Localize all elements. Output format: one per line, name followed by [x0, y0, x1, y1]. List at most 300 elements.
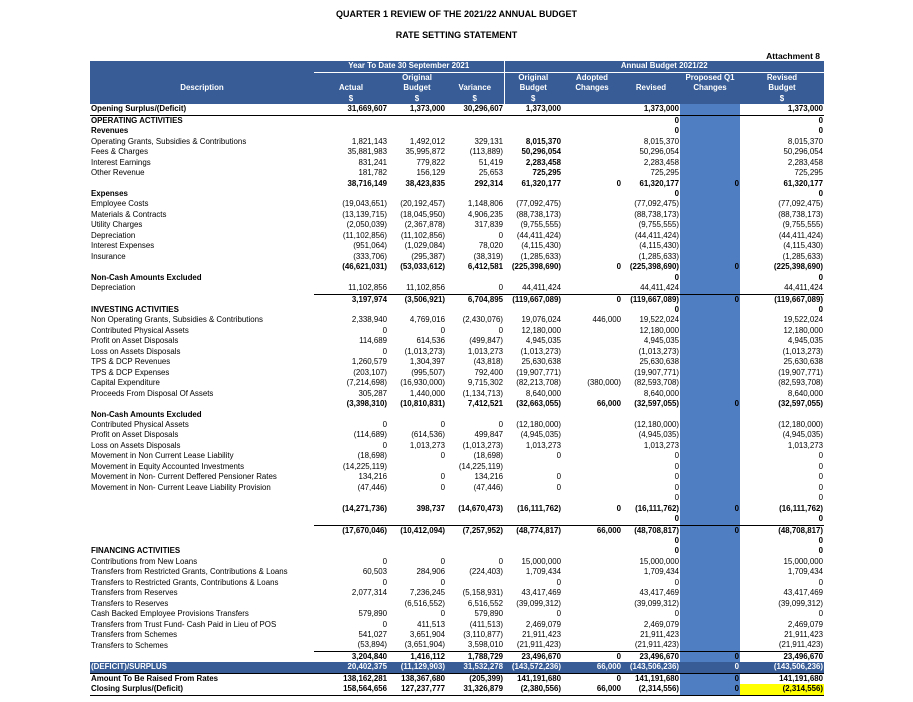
value-cell: 0 — [556, 472, 561, 482]
value-cell: (32,597,055) — [634, 399, 679, 409]
value-cell — [388, 273, 446, 283]
value-cell: 0 — [440, 577, 445, 587]
value-cell: 61,320,177 — [639, 178, 679, 188]
value-cell: (47,446) — [357, 482, 387, 492]
value-cell: 0 — [674, 126, 679, 136]
value-cell: 0 — [616, 262, 621, 272]
table-row — [90, 262, 824, 272]
value-cell: 0 — [818, 493, 823, 503]
value-cell: 292,314 — [474, 178, 503, 188]
table-row — [90, 684, 824, 695]
row-description: Materials & Contracts — [91, 209, 167, 219]
value-cell: 317,839 — [474, 220, 503, 230]
value-cell — [562, 168, 622, 178]
value-cell: (3,398,310) — [346, 399, 387, 409]
attachment-label: Attachment 8 — [766, 51, 820, 61]
value-cell: (14,225,119) — [342, 461, 387, 471]
value-cell: (77,092,475) — [516, 199, 561, 209]
col-header: Budget — [504, 83, 562, 94]
value-cell: 541,027 — [358, 630, 387, 640]
value-cell: (82,593,708) — [634, 378, 679, 388]
value-cell — [446, 410, 504, 420]
unit-header — [680, 94, 740, 105]
value-cell: 50,296,054 — [521, 147, 561, 157]
value-cell: 0 — [818, 535, 823, 545]
value-cell: (11,129,903) — [388, 662, 446, 673]
value-cell: 0 — [498, 283, 503, 293]
value-cell — [562, 199, 622, 209]
annual-group-header: Annual Budget 2021/22 — [504, 61, 824, 72]
value-cell: 2,469,079 — [525, 619, 561, 629]
value-cell: (82,593,708) — [778, 378, 823, 388]
value-cell — [388, 536, 446, 546]
value-cell: 38,423,835 — [405, 178, 445, 188]
value-cell: 725,295 — [650, 168, 679, 178]
row-description — [90, 536, 314, 546]
table-row — [90, 504, 824, 514]
value-cell: 0 — [818, 189, 823, 198]
value-cell — [446, 536, 504, 546]
table-row — [90, 273, 824, 283]
value-cell — [680, 368, 740, 378]
value-cell — [504, 514, 562, 525]
table-row — [90, 294, 824, 305]
value-cell: (13,139,715) — [342, 209, 387, 219]
report-title: QUARTER 1 REVIEW OF THE 2021/22 ANNUAL BUDGET — [335, 9, 578, 19]
row-description: Revenues — [91, 126, 129, 136]
value-cell: 779,822 — [416, 157, 445, 167]
value-cell: (19,907,771) — [634, 367, 679, 377]
row-description: Expenses — [91, 189, 128, 198]
value-cell: 0 — [674, 461, 679, 471]
value-cell: 25,630,638 — [783, 357, 823, 367]
value-cell: (88,738,173) — [778, 209, 823, 219]
table-row — [90, 252, 824, 262]
value-cell — [314, 273, 388, 283]
value-cell — [388, 189, 446, 199]
value-cell — [680, 588, 740, 598]
value-cell: 2,283,458 — [643, 157, 679, 167]
col-header: Changes — [680, 83, 740, 94]
value-cell: 0 — [556, 451, 561, 461]
row-description — [90, 294, 314, 305]
value-cell: 1,013,273 — [643, 440, 679, 450]
value-cell — [562, 104, 622, 115]
table-row — [90, 410, 824, 420]
value-cell — [680, 305, 740, 315]
row-description: Movement in Non- Current Leave Liability Provision — [91, 482, 271, 492]
unit-header: $ — [314, 94, 388, 105]
value-cell: 25,630,638 — [639, 357, 679, 367]
value-cell: (9,755,555) — [782, 220, 823, 230]
value-cell: (1,013,273) — [462, 440, 503, 450]
value-cell: (1,285,633) — [520, 251, 561, 261]
value-cell: 0 — [440, 472, 445, 482]
value-cell: 0 — [382, 556, 387, 566]
value-cell: (16,111,762) — [517, 503, 561, 513]
value-cell: 44,411,424 — [784, 283, 823, 293]
value-cell: 0 — [440, 482, 445, 492]
row-description: Transfers from Reserves — [91, 588, 178, 598]
value-cell: 0 — [818, 514, 823, 524]
value-cell: 0 — [556, 482, 561, 492]
value-cell: 158,564,656 — [314, 684, 388, 695]
value-cell — [388, 126, 446, 136]
value-cell: 0 — [674, 535, 679, 545]
value-cell: (6,516,552) — [404, 598, 445, 608]
value-cell — [562, 599, 622, 609]
row-description: Transfers to Restricted Grants, Contributions & Loans — [91, 577, 279, 587]
value-cell: (21,911,423) — [778, 640, 823, 650]
value-cell: (77,092,475) — [634, 199, 679, 209]
value-cell: (32,597,055) — [778, 399, 823, 409]
table-row — [90, 126, 824, 136]
value-cell: 51,419 — [478, 157, 503, 167]
value-cell — [562, 210, 622, 220]
row-description: Other Revenue — [91, 168, 145, 178]
value-cell: (951,064) — [353, 241, 387, 251]
value-cell: (12,180,000) — [778, 419, 823, 429]
unit-header: $ — [446, 94, 504, 105]
value-cell — [680, 137, 740, 147]
value-cell — [504, 305, 562, 315]
value-cell: (47,446) — [473, 482, 503, 492]
value-cell — [680, 326, 740, 336]
value-cell — [680, 220, 740, 230]
value-cell: 61,320,177 — [783, 178, 823, 188]
ytd-group-header: Year To Date 30 September 2021 — [314, 61, 504, 72]
value-cell — [680, 283, 740, 294]
row-description — [90, 504, 314, 514]
value-cell: 141,191,680 — [504, 673, 562, 684]
table-row — [90, 147, 824, 157]
value-cell: (333,706) — [353, 251, 387, 261]
value-cell: 23,496,670 — [504, 651, 562, 662]
col-header: Variance — [446, 83, 504, 94]
value-cell — [680, 347, 740, 357]
value-cell: 8,015,370 — [787, 136, 823, 146]
row-description: Proceeds From Disposal Of Assets — [91, 388, 214, 398]
value-cell: 0 — [440, 325, 445, 335]
row-description: Loss on Assets Disposals — [91, 346, 181, 356]
value-cell — [680, 609, 740, 619]
table-row — [90, 241, 824, 251]
value-cell: (53,894) — [357, 640, 387, 650]
value-cell — [680, 451, 740, 461]
col-header: Adopted — [562, 72, 622, 83]
table-row — [90, 662, 824, 673]
value-cell: (43,818) — [473, 357, 503, 367]
row-description: Insurance — [91, 251, 126, 261]
value-cell: 499,847 — [474, 430, 503, 440]
value-cell: 0 — [818, 472, 823, 482]
table-row — [90, 588, 824, 598]
value-cell — [504, 273, 562, 283]
value-cell — [680, 115, 740, 126]
row-description: Transfers to Schemes — [91, 640, 168, 650]
unit-header — [622, 94, 680, 105]
table-row — [90, 536, 824, 546]
value-cell: 134,216 — [358, 472, 387, 482]
value-cell: 0 — [674, 514, 679, 524]
value-cell: (10,412,094) — [388, 525, 446, 536]
value-cell — [680, 210, 740, 220]
value-cell: 0 — [680, 504, 740, 514]
value-cell: (77,092,475) — [778, 199, 823, 209]
value-cell — [680, 357, 740, 367]
value-cell: 44,411,424 — [522, 283, 561, 293]
value-cell: 0 — [680, 525, 740, 536]
row-description: Loss on Assets Disposals — [91, 440, 181, 450]
value-cell: 0 — [498, 419, 503, 429]
value-cell: (614,536) — [411, 430, 445, 440]
value-cell — [504, 410, 562, 420]
table-row — [90, 220, 824, 230]
value-cell — [562, 273, 622, 283]
value-cell — [680, 441, 740, 451]
table-row — [90, 283, 824, 294]
table-row — [90, 420, 824, 430]
value-cell: 0 — [498, 325, 503, 335]
value-cell: (21,911,423) — [516, 640, 561, 650]
value-cell — [680, 126, 740, 136]
value-cell: 30,296,607 — [446, 104, 504, 115]
row-description: Employee Costs — [91, 199, 149, 209]
value-cell — [562, 441, 622, 451]
value-cell: (32,663,055) — [516, 399, 561, 409]
table-row — [90, 630, 824, 640]
value-cell: 2,283,458 — [525, 157, 561, 167]
header-blank — [90, 61, 314, 72]
value-cell: 12,180,000 — [639, 325, 679, 335]
table-row — [90, 231, 824, 241]
value-cell: 3,197,974 — [314, 294, 388, 305]
value-cell: 4,906,235 — [467, 209, 503, 219]
value-cell: 7,412,521 — [467, 399, 503, 409]
rate-setting-table — [90, 61, 824, 696]
value-cell: (14,271,736) — [342, 503, 387, 513]
value-cell: 2,469,079 — [643, 619, 679, 629]
row-description: Profit on Asset Disposals — [91, 430, 179, 440]
value-cell: (19,907,771) — [778, 367, 823, 377]
value-cell — [562, 567, 622, 577]
value-cell — [680, 493, 740, 503]
value-cell: (44,411,424) — [778, 230, 823, 240]
unit-header: $ — [504, 94, 562, 105]
value-cell: 0 — [680, 651, 740, 662]
value-cell: 50,296,054 — [639, 147, 679, 157]
value-cell: 11,102,856 — [348, 283, 387, 293]
value-cell: (143,506,236) — [622, 662, 680, 673]
value-cell — [680, 168, 740, 178]
value-cell — [562, 189, 622, 199]
value-cell — [314, 189, 388, 199]
value-cell: 43,417,469 — [639, 588, 679, 598]
value-cell: 725,295 — [532, 168, 561, 178]
table-row — [90, 609, 824, 619]
value-cell: 141,191,680 — [740, 673, 824, 684]
value-cell — [562, 546, 622, 556]
value-cell: 19,522,024 — [783, 315, 823, 325]
value-cell: (12,180,000) — [516, 419, 561, 429]
value-cell: 1,709,434 — [525, 567, 561, 577]
value-cell — [680, 462, 740, 472]
value-cell: (205,399) — [446, 673, 504, 684]
value-cell: 2,283,458 — [787, 157, 823, 167]
row-description: Transfers from Schemes — [91, 630, 178, 640]
value-cell — [562, 420, 622, 430]
value-cell — [562, 231, 622, 241]
value-cell — [680, 389, 740, 399]
value-cell: 0 — [680, 673, 740, 684]
table-row — [90, 179, 824, 189]
value-cell: 6,516,552 — [467, 598, 503, 608]
value-cell: (113,889) — [469, 147, 503, 157]
value-cell — [562, 158, 622, 168]
value-cell — [562, 326, 622, 336]
row-description: Transfers from Trust Fund- Cash Paid in Lieu of POS — [91, 619, 277, 629]
value-cell: (5,158,931) — [462, 588, 503, 598]
row-description: TPS & DCP Expenses — [91, 367, 170, 377]
value-cell: 0 — [440, 556, 445, 566]
value-cell — [680, 336, 740, 346]
value-cell: 134,216 — [474, 472, 503, 482]
value-cell: 0 — [674, 482, 679, 492]
value-cell: (88,738,173) — [516, 209, 561, 219]
value-cell: (2,430,076) — [462, 315, 503, 325]
value-cell: (1,013,273) — [638, 346, 679, 356]
value-cell: (21,911,423) — [634, 640, 679, 650]
value-cell: (225,398,690) — [773, 262, 823, 272]
value-cell: 127,237,777 — [388, 684, 446, 695]
value-cell: 0 — [674, 115, 679, 125]
value-cell: (9,755,555) — [638, 220, 679, 230]
value-cell: (114,689) — [353, 430, 387, 440]
value-cell: 1,788,729 — [446, 651, 504, 662]
value-cell: 579,890 — [358, 609, 387, 619]
value-cell: 1,373,000 — [622, 104, 680, 115]
table-row — [90, 378, 824, 388]
value-cell: 25,630,638 — [521, 357, 561, 367]
value-cell: 15,000,000 — [783, 556, 823, 566]
value-cell: (1,285,633) — [638, 251, 679, 261]
value-cell: 1,304,397 — [409, 357, 445, 367]
value-cell: 50,296,054 — [783, 147, 823, 157]
row-description: Transfers to Reserves — [91, 598, 169, 608]
value-cell: 1,013,273 — [467, 346, 503, 356]
value-cell: (19,043,651) — [342, 199, 387, 209]
value-cell: 305,287 — [358, 388, 387, 398]
value-cell — [562, 347, 622, 357]
value-cell: (39,099,312) — [778, 598, 823, 608]
value-cell — [314, 126, 388, 136]
value-cell: (4,945,035) — [520, 430, 561, 440]
value-cell: 1,373,000 — [388, 104, 446, 115]
value-cell — [504, 115, 562, 126]
value-cell: 0 — [680, 684, 740, 695]
row-description: FINANCING ACTIVITIES — [91, 546, 181, 556]
value-cell: (3,110,877) — [463, 630, 503, 640]
value-cell: 66,000 — [562, 662, 622, 673]
value-cell — [680, 536, 740, 546]
value-cell: 12,180,000 — [521, 325, 561, 335]
value-cell — [680, 189, 740, 199]
value-cell: 0 — [818, 115, 823, 125]
value-cell: 0 — [498, 556, 503, 566]
value-cell: (295,387) — [411, 251, 445, 261]
value-cell: 0 — [382, 440, 387, 450]
value-cell — [562, 451, 622, 461]
value-cell — [680, 567, 740, 577]
row-description: Contributions from New Loans — [91, 556, 198, 566]
row-description: Depreciation — [91, 230, 136, 240]
header-row-units — [90, 94, 824, 105]
value-cell: 1,260,579 — [351, 357, 387, 367]
value-cell: 0 — [674, 546, 679, 556]
value-cell — [740, 410, 824, 420]
value-cell: 0 — [562, 651, 622, 662]
row-description: (DEFICIT)/SURPLUS — [90, 662, 314, 673]
value-cell: (18,045,950) — [400, 209, 445, 219]
table-row — [90, 430, 824, 440]
table-row — [90, 546, 824, 556]
value-cell: 0 — [562, 673, 622, 684]
table-row — [90, 525, 824, 536]
value-cell: 43,417,469 — [783, 588, 823, 598]
value-cell: (224,403) — [469, 567, 503, 577]
value-cell: 0 — [382, 325, 387, 335]
row-description — [90, 525, 314, 536]
table-row — [90, 199, 824, 209]
value-cell: 1,709,434 — [787, 567, 823, 577]
value-cell: 1,492,012 — [409, 136, 445, 146]
value-cell: 792,400 — [474, 367, 503, 377]
value-cell — [388, 462, 446, 472]
value-cell: 0 — [382, 346, 387, 356]
value-cell: (39,099,312) — [516, 598, 561, 608]
value-cell: 20,402,375 — [314, 662, 388, 673]
row-description — [90, 262, 314, 272]
value-cell: 141,191,680 — [622, 673, 680, 684]
value-cell — [680, 241, 740, 251]
col-header: Actual — [314, 83, 388, 94]
value-cell: 78,020 — [478, 241, 503, 251]
value-cell: (16,930,000) — [400, 378, 445, 388]
row-description: Non-Cash Amounts Excluded — [91, 409, 202, 419]
value-cell — [388, 493, 446, 503]
value-cell: 23,496,670 — [622, 651, 680, 662]
value-cell: 23,496,670 — [740, 651, 824, 662]
value-cell: 2,469,079 — [787, 619, 823, 629]
value-cell: 2,338,940 — [351, 315, 387, 325]
table-row — [90, 493, 824, 503]
value-cell: (17,670,046) — [314, 525, 388, 536]
value-cell: 0 — [562, 294, 622, 305]
value-cell — [562, 514, 622, 525]
value-cell: 0 — [818, 546, 823, 556]
value-cell — [504, 189, 562, 199]
table-row — [90, 104, 824, 115]
table-row — [90, 651, 824, 662]
value-cell: 0 — [818, 577, 823, 587]
header-row-2 — [90, 83, 824, 94]
value-cell: (1,134,713) — [462, 388, 503, 398]
value-cell: 66,000 — [596, 399, 621, 409]
value-cell — [562, 472, 622, 482]
value-cell — [562, 493, 622, 503]
value-cell — [680, 514, 740, 525]
value-cell: 138,162,281 — [314, 673, 388, 684]
